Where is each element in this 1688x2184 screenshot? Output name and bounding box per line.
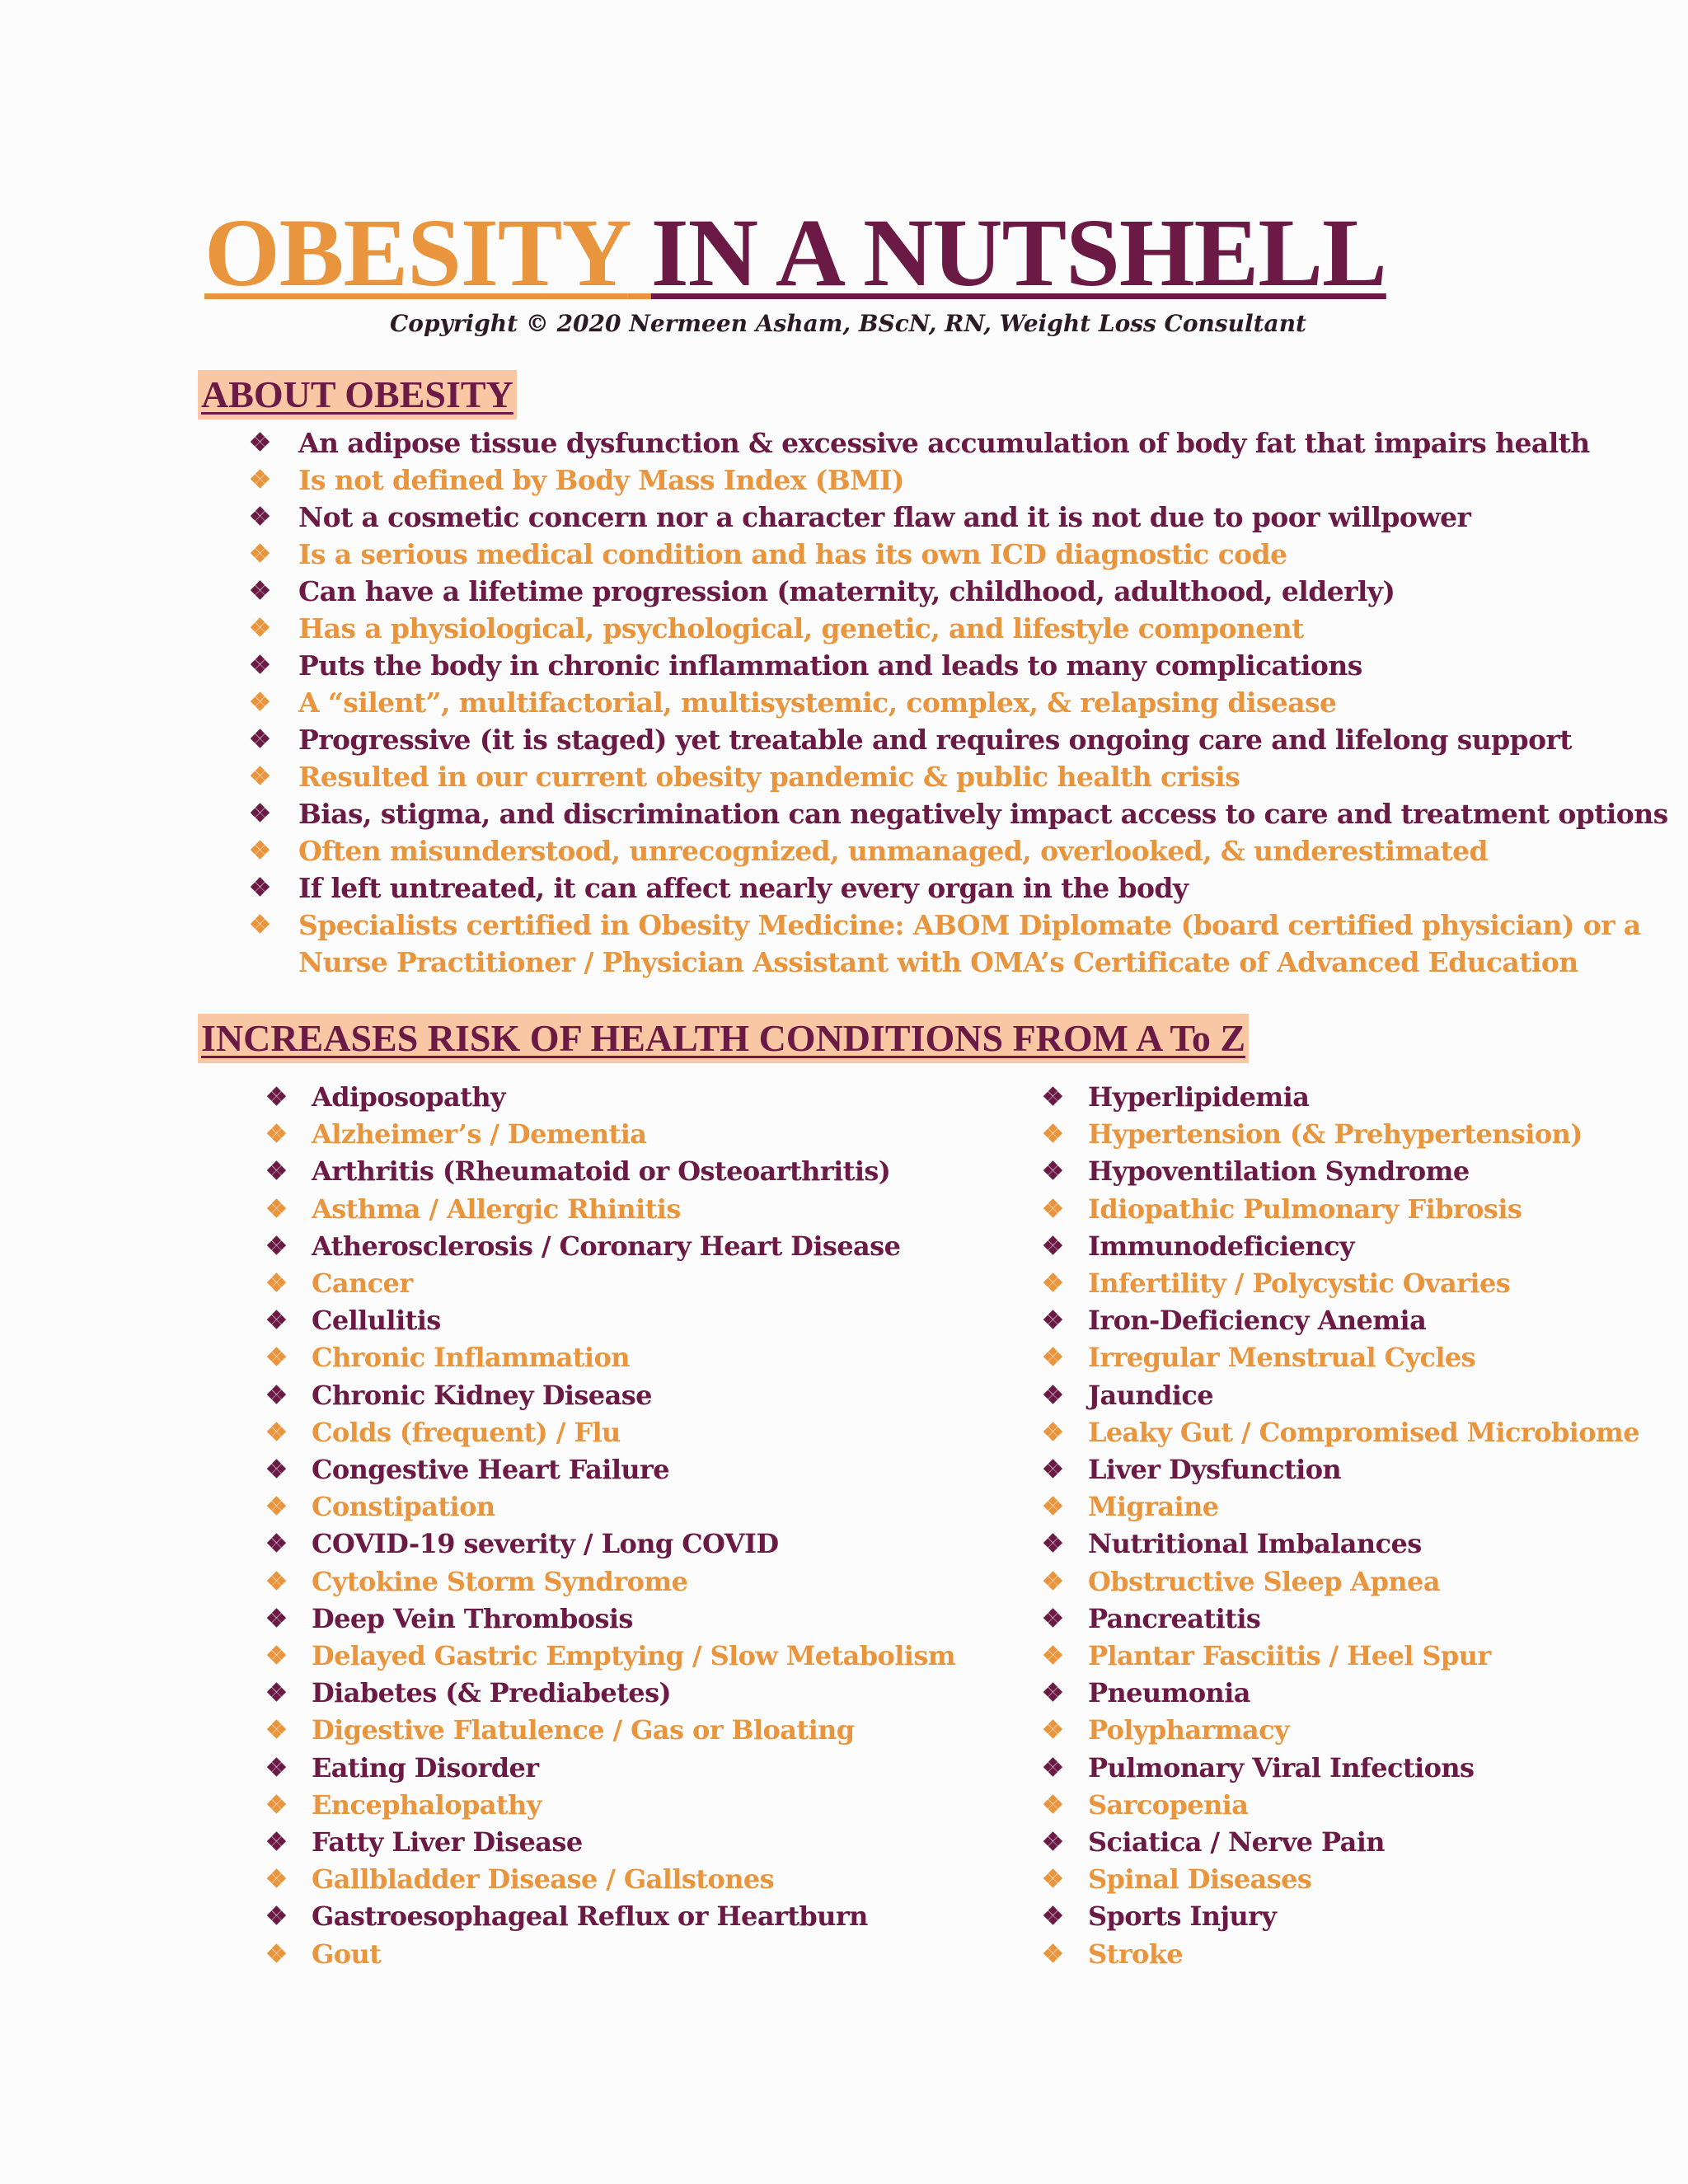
page-title — [204, 200, 1484, 306]
about-item — [249, 795, 1668, 832]
condition-item — [265, 1191, 991, 1228]
diamond-bullet-icon: ❖ — [1042, 1418, 1064, 1447]
section-heading-risks: INCREASES RISK OF HEALTH CONDITIONS FROM A To Z — [198, 1014, 1249, 1063]
condition-item-text: Hypertension (& Prehypertension) — [1088, 1118, 1582, 1151]
condition-item-text: Gallbladder Disease / Gallstones — [312, 1863, 775, 1896]
diamond-bullet-icon: ❖ — [265, 1269, 288, 1299]
condition-item-text: Nutritional Imbalances — [1088, 1528, 1422, 1560]
condition-item — [265, 1339, 991, 1376]
condition-item — [265, 1638, 991, 1675]
condition-item — [1042, 1750, 1668, 1787]
condition-item — [1042, 1712, 1668, 1749]
condition-item-text: Fatty Liver Disease — [312, 1826, 583, 1858]
about-item — [249, 684, 1535, 721]
conditions-list-left — [265, 1079, 991, 1973]
diamond-bullet-icon: ❖ — [265, 1157, 288, 1187]
diamond-bullet-icon: ❖ — [265, 1343, 288, 1373]
diamond-bullet-icon: ❖ — [1042, 1604, 1064, 1633]
condition-item-text: Delayed Gastric Emptying / Slow Metabolism — [312, 1640, 956, 1672]
condition-item-text: Immunodeficiency — [1088, 1230, 1354, 1262]
condition-item-text: Constipation — [312, 1491, 495, 1523]
diamond-bullet-icon: ❖ — [265, 1083, 288, 1112]
condition-item-text: Liver Dysfunction — [1088, 1454, 1342, 1486]
condition-item-text: Atherosclerosis / Coronary Heart Disease — [312, 1230, 901, 1262]
condition-item — [1042, 1675, 1668, 1712]
condition-item-text: Hyperlipidemia — [1088, 1081, 1310, 1113]
diamond-bullet-icon: ❖ — [249, 614, 271, 643]
title-part-obesity: OBESITY — [204, 199, 628, 307]
about-item — [249, 832, 1535, 869]
condition-item — [265, 1079, 991, 1116]
condition-item — [1042, 1265, 1668, 1302]
about-item-text: Resulted in our current obesity pandemic & public health crisis — [298, 761, 1240, 793]
condition-item-text: Sports Injury — [1088, 1900, 1277, 1933]
condition-item-text: Congestive Heart Failure — [312, 1454, 670, 1486]
condition-item — [265, 1488, 991, 1526]
condition-item — [265, 1414, 991, 1451]
condition-item-text: Adiposopathy — [312, 1081, 505, 1113]
diamond-bullet-icon: ❖ — [1042, 1530, 1064, 1559]
condition-item — [1042, 1936, 1668, 1973]
diamond-bullet-icon: ❖ — [249, 874, 271, 902]
condition-item — [1042, 1861, 1668, 1898]
condition-item-text: Asthma / Allergic Rhinitis — [312, 1193, 681, 1225]
diamond-bullet-icon: ❖ — [265, 1530, 288, 1559]
condition-item-text: Arthritis (Rheumatoid or Osteoarthritis) — [312, 1155, 891, 1188]
about-item — [249, 721, 1572, 758]
about-item-text: Progressive (it is staged) yet treatable and requires ongoing care and lifelong support — [298, 724, 1572, 756]
condition-item — [265, 1936, 991, 1973]
diamond-bullet-icon: ❖ — [265, 1716, 288, 1746]
condition-item — [265, 1750, 991, 1787]
condition-item-text: Digestive Flatulence / Gas or Bloating — [312, 1714, 855, 1746]
diamond-bullet-icon: ❖ — [1042, 1753, 1064, 1783]
diamond-bullet-icon: ❖ — [249, 799, 271, 828]
diamond-bullet-icon: ❖ — [1042, 1083, 1064, 1112]
condition-item — [1042, 1451, 1668, 1488]
condition-item-text: Cytokine Storm Syndrome — [312, 1565, 688, 1597]
condition-item — [1042, 1302, 1668, 1339]
diamond-bullet-icon: ❖ — [265, 1493, 288, 1522]
about-item-text: Is a serious medical condition and has its own ICD diagnostic code — [298, 538, 1287, 570]
diamond-bullet-icon: ❖ — [265, 1567, 288, 1596]
about-item-text: Puts the body in chronic inflammation and leads to many complications — [298, 649, 1362, 682]
condition-item — [1042, 1228, 1668, 1265]
diamond-bullet-icon: ❖ — [249, 503, 271, 532]
diamond-bullet-icon: ❖ — [265, 1604, 288, 1633]
diamond-bullet-icon: ❖ — [265, 1828, 288, 1858]
about-item — [249, 424, 1590, 462]
diamond-bullet-icon: ❖ — [265, 1418, 288, 1447]
diamond-bullet-icon: ❖ — [1042, 1231, 1064, 1261]
condition-item-text: Irregular Menstrual Cycles — [1088, 1342, 1476, 1374]
copyright-text: Copyright © 2020 Nermeen Asham, BScN, RN, Weight Loss Consultant — [390, 310, 1306, 337]
condition-item — [265, 1824, 991, 1861]
about-item — [249, 536, 1535, 573]
diamond-bullet-icon: ❖ — [1042, 1642, 1064, 1671]
condition-item-text: Pulmonary Viral Infections — [1088, 1751, 1475, 1783]
condition-item-text: Gout — [312, 1938, 382, 1970]
about-item — [249, 610, 1535, 647]
about-item-text: Bias, stigma, and discrimination can negatively impact access to care and treatment options — [298, 798, 1668, 830]
about-item — [249, 573, 1535, 610]
about-item — [249, 758, 1535, 795]
condition-item-text: Leaky Gut / Compromised Microbiome — [1088, 1416, 1639, 1448]
diamond-bullet-icon: ❖ — [265, 1306, 288, 1336]
diamond-bullet-icon: ❖ — [1042, 1157, 1064, 1187]
condition-item — [265, 1563, 991, 1601]
about-item — [249, 462, 1535, 499]
condition-item — [1042, 1153, 1668, 1190]
condition-item-text: Idiopathic Pulmonary Fibrosis — [1088, 1193, 1522, 1225]
condition-item-text: Encephalopathy — [312, 1788, 542, 1821]
diamond-bullet-icon: ❖ — [1042, 1194, 1064, 1224]
condition-item-text: Polypharmacy — [1088, 1714, 1290, 1746]
condition-item — [1042, 1414, 1668, 1451]
diamond-bullet-icon: ❖ — [265, 1679, 288, 1708]
diamond-bullet-icon: ❖ — [265, 1231, 288, 1261]
diamond-bullet-icon: ❖ — [1042, 1120, 1064, 1150]
condition-item — [265, 1377, 991, 1414]
about-item-text-line2: Nurse Practitioner / Physician Assistant with OMA’s Certificate of Advanced Education — [298, 946, 1578, 978]
condition-item — [265, 1526, 991, 1563]
condition-item-text: Diabetes (& Prediabetes) — [312, 1677, 672, 1709]
condition-item — [265, 1153, 991, 1190]
about-item-text: Has a physiological, psychological, genetic, and lifestyle component — [298, 612, 1304, 644]
condition-item — [1042, 1079, 1668, 1116]
condition-item — [1042, 1488, 1668, 1526]
about-item-text: If left untreated, it can affect nearly every organ in the body — [298, 872, 1189, 904]
diamond-bullet-icon: ❖ — [1042, 1828, 1064, 1858]
condition-item-text: Cancer — [312, 1268, 413, 1300]
diamond-bullet-icon: ❖ — [1042, 1865, 1064, 1895]
about-item — [249, 869, 1535, 907]
condition-item — [1042, 1638, 1668, 1675]
about-item — [249, 647, 1535, 684]
diamond-bullet-icon: ❖ — [265, 1642, 288, 1671]
condition-item-text: Sarcopenia — [1088, 1788, 1249, 1821]
condition-item — [1042, 1116, 1668, 1153]
about-item-text: An adipose tissue dysfunction & excessive accumulation of body fat that impairs health — [298, 427, 1590, 459]
condition-item-text: Gastroesophageal Reflux or Heartburn — [312, 1900, 868, 1933]
about-item-text: Is not defined by Body Mass Index (BMI) — [298, 464, 904, 496]
condition-item — [1042, 1191, 1668, 1228]
about-list — [249, 424, 1668, 981]
diamond-bullet-icon: ❖ — [249, 837, 271, 865]
condition-item — [265, 1898, 991, 1935]
condition-item-text: Infertility / Polycystic Ovaries — [1088, 1268, 1511, 1300]
condition-item — [1042, 1377, 1668, 1414]
diamond-bullet-icon: ❖ — [265, 1939, 288, 1969]
diamond-bullet-icon: ❖ — [1042, 1269, 1064, 1299]
condition-item-text: Pancreatitis — [1088, 1602, 1261, 1634]
diamond-bullet-icon: ❖ — [265, 1455, 288, 1485]
diamond-bullet-icon: ❖ — [249, 429, 271, 457]
condition-item-text: Sciatica / Nerve Pain — [1088, 1826, 1385, 1858]
diamond-bullet-icon: ❖ — [265, 1753, 288, 1783]
condition-item — [265, 1451, 991, 1488]
diamond-bullet-icon: ❖ — [249, 577, 271, 606]
condition-item-text: Cellulitis — [312, 1305, 441, 1337]
condition-item — [265, 1787, 991, 1824]
diamond-bullet-icon: ❖ — [1042, 1380, 1064, 1410]
about-item-text: Not a cosmetic concern nor a character flaw and it is not due to poor willpower — [298, 501, 1471, 533]
condition-item-text: Alzheimer’s / Dementia — [312, 1118, 647, 1151]
condition-item-text: Hypoventilation Syndrome — [1088, 1155, 1470, 1188]
condition-item-text: Colds (frequent) / Flu — [312, 1416, 621, 1448]
about-item — [249, 499, 1535, 536]
diamond-bullet-icon: ❖ — [249, 540, 271, 569]
condition-item — [265, 1675, 991, 1712]
condition-item — [265, 1228, 991, 1265]
condition-item-text: Plantar Fasciitis / Heel Spur — [1088, 1640, 1491, 1672]
diamond-bullet-icon: ❖ — [265, 1120, 288, 1150]
condition-item-text: Spinal Diseases — [1088, 1863, 1312, 1896]
diamond-bullet-icon: ❖ — [1042, 1716, 1064, 1746]
diamond-bullet-icon: ❖ — [1042, 1493, 1064, 1522]
diamond-bullet-icon: ❖ — [249, 911, 271, 940]
condition-item — [1042, 1563, 1668, 1601]
diamond-bullet-icon: ❖ — [1042, 1679, 1064, 1708]
section-heading-about: ABOUT OBESITY — [198, 370, 517, 419]
condition-item-text: Obstructive Sleep Apnea — [1088, 1565, 1440, 1597]
diamond-bullet-icon: ❖ — [249, 466, 271, 494]
diamond-bullet-icon: ❖ — [1042, 1455, 1064, 1485]
condition-item — [1042, 1339, 1668, 1376]
diamond-bullet-icon: ❖ — [265, 1790, 288, 1820]
condition-item — [1042, 1601, 1668, 1638]
diamond-bullet-icon: ❖ — [265, 1865, 288, 1895]
diamond-bullet-icon: ❖ — [1042, 1902, 1064, 1932]
diamond-bullet-icon: ❖ — [1042, 1306, 1064, 1336]
about-item-specialists — [249, 907, 1641, 981]
about-item-text: A “silent”, multifactorial, multisystemic, complex, & relapsing disease — [298, 687, 1337, 719]
about-item-text-line1: Specialists certified in Obesity Medicine: ABOM Diplomate (board certified physician) or a — [298, 909, 1641, 941]
condition-item — [265, 1265, 991, 1302]
diamond-bullet-icon: ❖ — [1042, 1343, 1064, 1373]
condition-item-text: Chronic Inflammation — [312, 1342, 630, 1374]
diamond-bullet-icon: ❖ — [1042, 1939, 1064, 1969]
diamond-bullet-icon: ❖ — [249, 725, 271, 754]
condition-item-text: Pneumonia — [1088, 1677, 1250, 1709]
diamond-bullet-icon: ❖ — [265, 1194, 288, 1224]
diamond-bullet-icon: ❖ — [265, 1380, 288, 1410]
condition-item-text: Chronic Kidney Disease — [312, 1379, 652, 1411]
condition-item — [1042, 1526, 1668, 1563]
condition-item-text: Eating Disorder — [312, 1751, 539, 1783]
condition-item — [265, 1116, 991, 1153]
condition-item — [265, 1712, 991, 1749]
condition-item-text: COVID-19 severity / Long COVID — [312, 1528, 779, 1560]
condition-item — [1042, 1824, 1668, 1861]
condition-item-text: Migraine — [1088, 1491, 1219, 1523]
diamond-bullet-icon: ❖ — [249, 651, 271, 680]
condition-item-text: Jaundice — [1088, 1379, 1213, 1411]
title-gap — [627, 199, 651, 307]
diamond-bullet-icon: ❖ — [1042, 1567, 1064, 1596]
diamond-bullet-icon: ❖ — [265, 1902, 288, 1932]
condition-item — [265, 1601, 991, 1638]
condition-item-text: Iron-Deficiency Anemia — [1088, 1305, 1427, 1337]
about-item-text: Can have a lifetime progression (maternity, childhood, adulthood, elderly) — [298, 575, 1395, 607]
condition-item — [265, 1302, 991, 1339]
conditions-list-right — [1042, 1079, 1668, 1973]
condition-item — [1042, 1787, 1668, 1824]
diamond-bullet-icon: ❖ — [1042, 1790, 1064, 1820]
diamond-bullet-icon: ❖ — [249, 762, 271, 791]
condition-item — [265, 1861, 991, 1898]
condition-item-text: Deep Vein Thrombosis — [312, 1602, 633, 1634]
about-item-text: Often misunderstood, unrecognized, unmanaged, overlooked, & underestimated — [298, 835, 1489, 867]
condition-item — [1042, 1898, 1668, 1935]
copyright-line — [0, 310, 1688, 337]
title-part-nutshell: IN A NUTSHELL — [650, 199, 1386, 307]
condition-item-text: Stroke — [1088, 1938, 1184, 1970]
diamond-bullet-icon: ❖ — [249, 688, 271, 717]
